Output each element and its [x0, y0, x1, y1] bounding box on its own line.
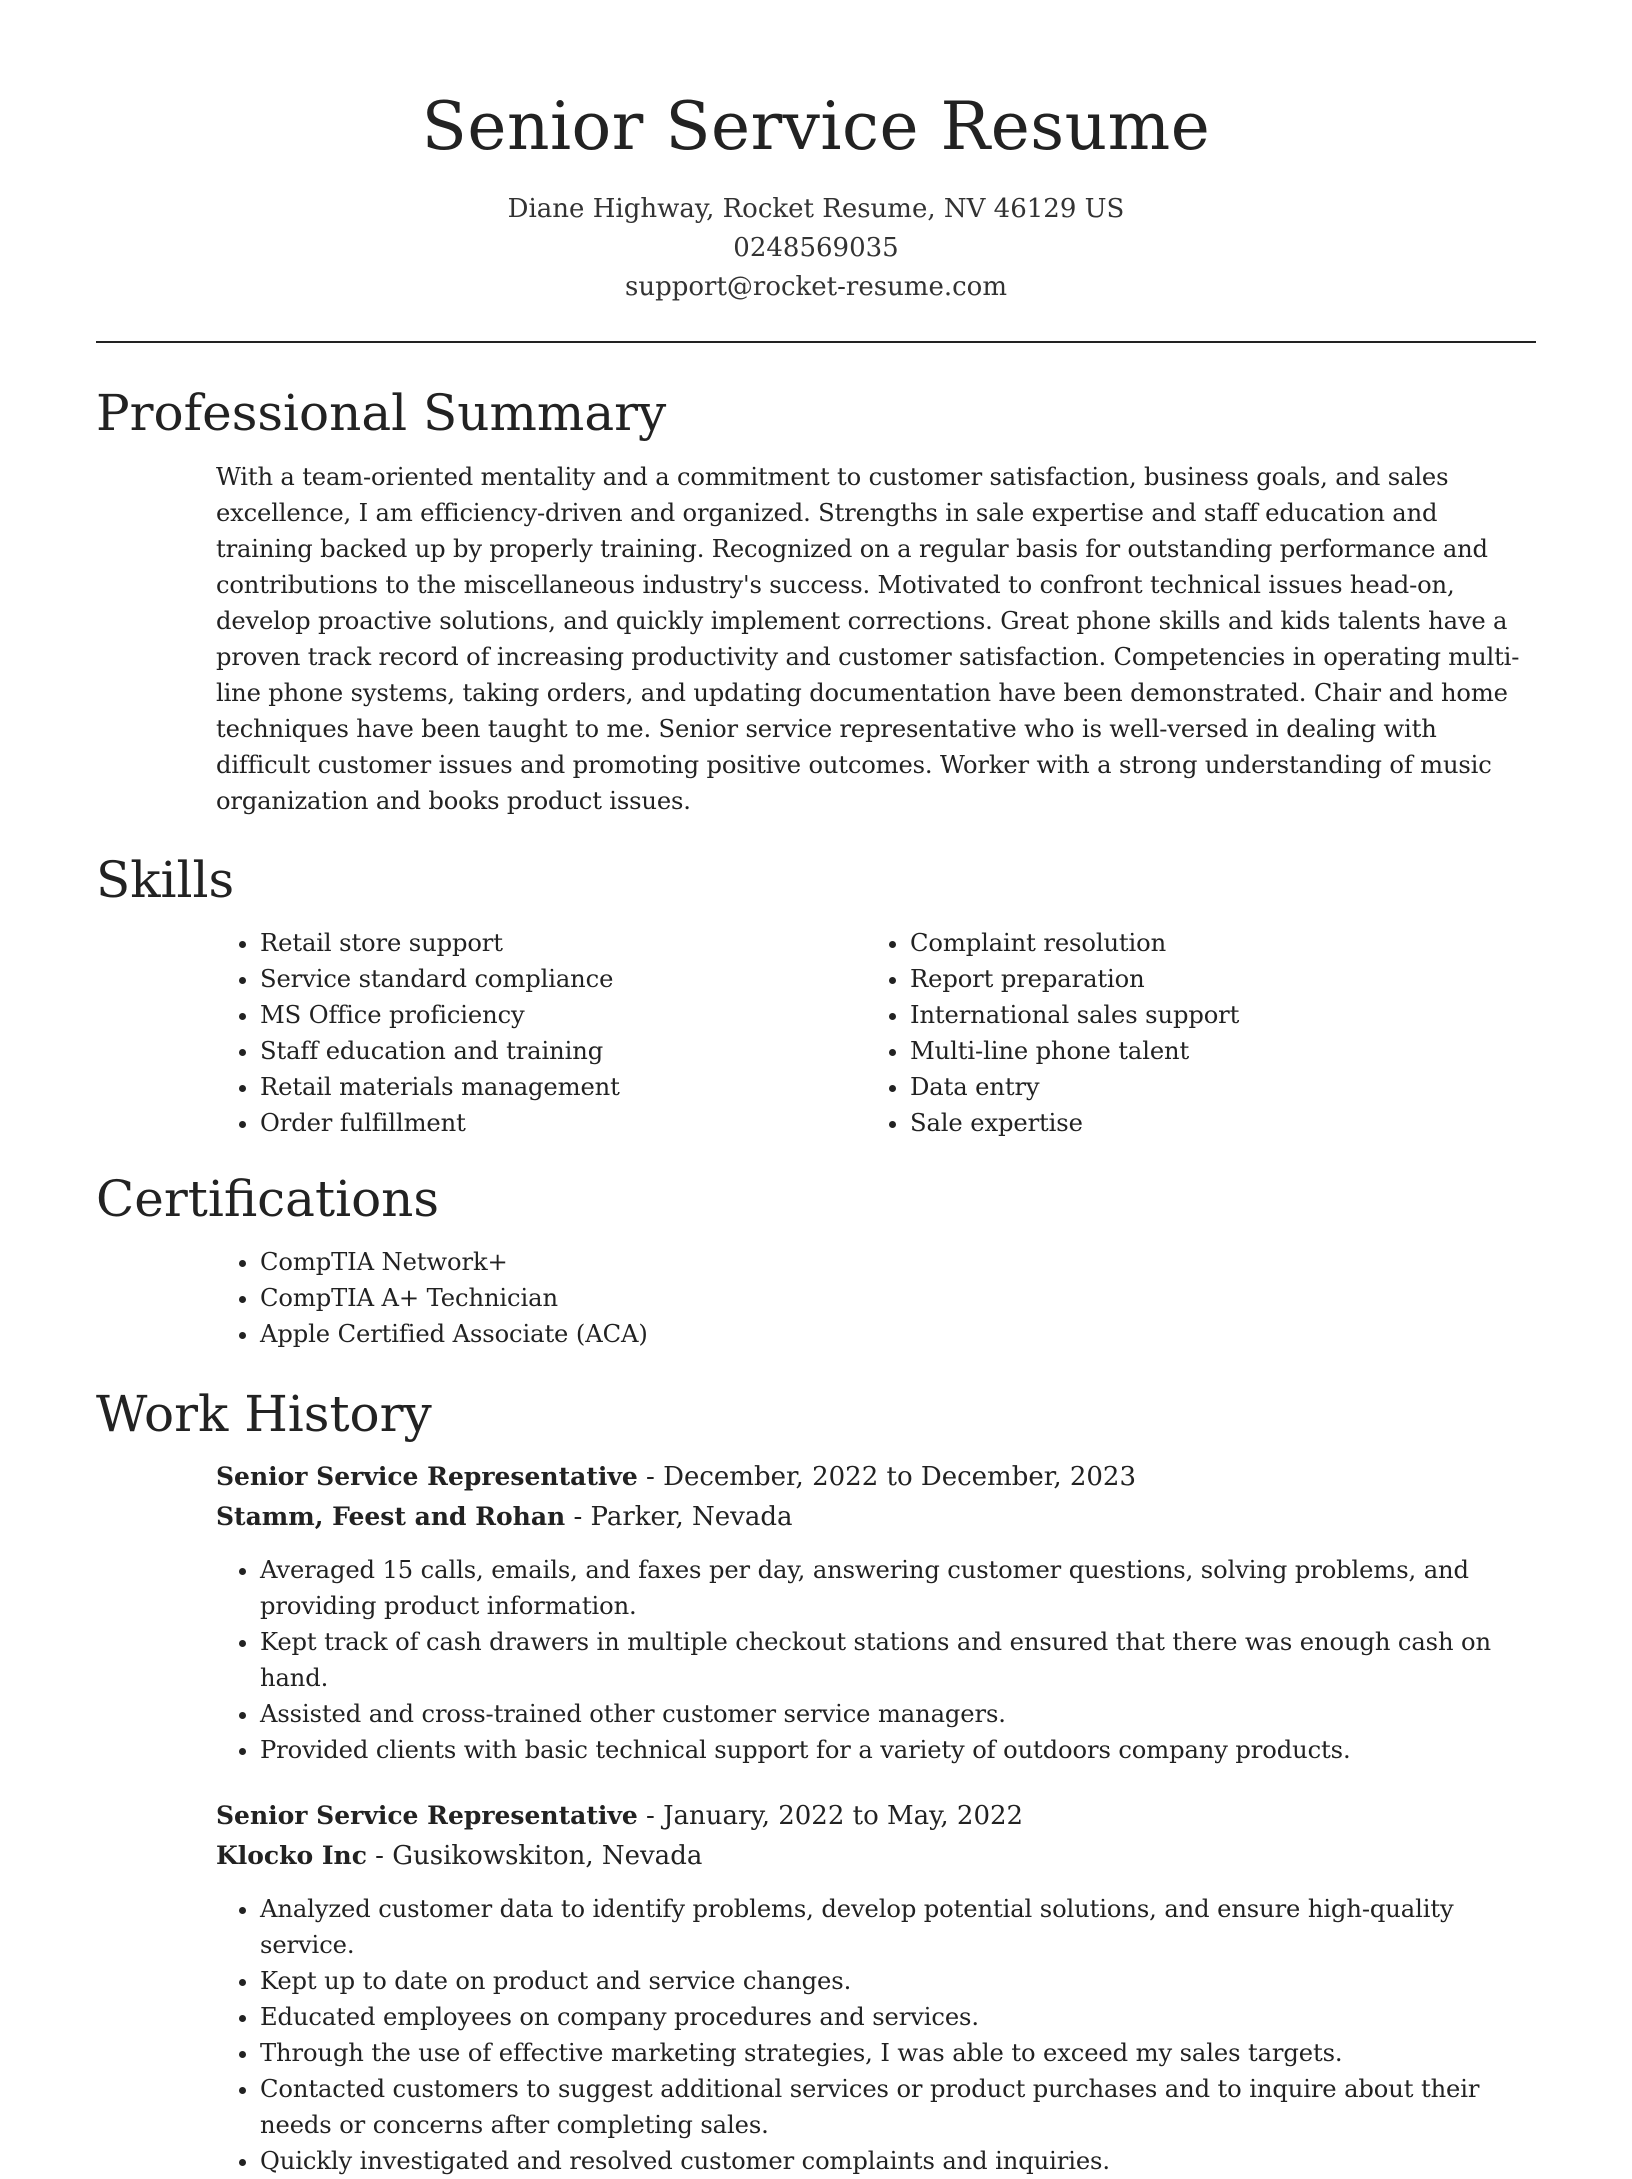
certification-item: • CompTIA Network+ [260, 1244, 1536, 1280]
skill-item: • Multi-line phone talent [910, 1033, 1516, 1069]
job-dates: - December, 2022 to December, 2023 [637, 1462, 1137, 1492]
skill-item: • Order fulfillment [260, 1105, 866, 1141]
skill-item: • Retail materials management [260, 1069, 866, 1105]
summary-heading: Professional Summary [96, 384, 667, 442]
job-company-line [216, 1497, 1536, 1537]
job-bullet: • Educated employees on company procedures and services. [260, 1999, 1536, 2035]
summary-section [96, 382, 1536, 819]
skills-section [96, 849, 1536, 1141]
job-company: Stamm, Feest and Rohan [216, 1502, 566, 1531]
skill-item: • International sales support [910, 997, 1516, 1033]
certifications-heading: Certifications [96, 1170, 440, 1228]
job-bullet: • Contacted customers to suggest additional services or product purchases and to inquire about their needs or concerns after completing sales. [260, 2071, 1536, 2143]
skill-item: • Retail store support [260, 925, 866, 961]
skill-item: • Complaint resolution [910, 925, 1516, 961]
job-company: Klocko Inc [216, 1841, 367, 1870]
contact-phone: 0248569035 [733, 233, 899, 263]
certifications-section [96, 1168, 1536, 1352]
skills-columns [216, 925, 1536, 1141]
skill-item: • MS Office proficiency [260, 997, 866, 1033]
job-entry [216, 1796, 1536, 2179]
skill-item: • Sale expertise [910, 1105, 1516, 1141]
resume-header [0, 0, 1632, 307]
skills-column-left [216, 925, 866, 1141]
skills-list-left [216, 925, 866, 1141]
resume-title: Senior Service Resume [421, 88, 1211, 165]
job-bullet: • Kept up to date on product and service changes. [260, 1963, 1536, 1999]
contact-email: support@rocket-resume.com [624, 272, 1007, 302]
job-title-line [216, 1457, 1536, 1497]
job-company-line [216, 1836, 1536, 1876]
job-title: Senior Service Representative [216, 1462, 638, 1491]
skills-heading: Skills [96, 851, 235, 909]
job-bullet: • Analyzed customer data to identify problems, develop potential solutions, and ensure high-quality service. [260, 1891, 1536, 1963]
certification-item: • CompTIA A+ Technician [260, 1280, 1536, 1316]
summary-text: With a team-oriented mentality and a commitment to customer satisfaction, business goals, and sales excellence, I am efficiency-driven and organized. Strengths in sale expertise and staff education and training backed up by properly training. Recognized on a regular basis for outstanding performance and contributions to the miscellaneous industry's success. Motivated to confront technical issues head-on, develop proactive solutions, and quickly implement corrections. Great phone skills and kids talents have a proven track record of increasing productivity and customer satisfaction. Competencies in operating multi-line phone systems, taking orders, and updating documentation have been demonstrated. Chair and home techniques have been taught to me. Senior service representative who is well-versed in dealing with difficult customer issues and promoting positive outcomes. Worker with a strong understanding of music organization and books product issues. [216, 463, 1520, 815]
skill-item: • Service standard compliance [260, 961, 866, 997]
job-bullet: • Through the use of effective marketing strategies, I was able to exceed my sales targets. [260, 2035, 1536, 2071]
job-title-line [216, 1796, 1536, 1836]
job-location: - Parker, Nevada [565, 1502, 793, 1532]
job-title: Senior Service Representative [216, 1801, 638, 1830]
certifications-list [216, 1244, 1536, 1352]
job-bullets [216, 1891, 1536, 2179]
skill-item: • Report preparation [910, 961, 1516, 997]
certification-item: • Apple Certified Associate (ACA) [260, 1316, 1536, 1352]
job-bullet: • Kept track of cash drawers in multiple checkout stations and ensured that there was enough cash on hand. [260, 1624, 1536, 1696]
contact-address: Diane Highway, Rocket Resume, NV 46129 US [507, 194, 1125, 224]
work-history-section [96, 1383, 1536, 2179]
contact-block [0, 190, 1632, 307]
job-bullet: • Provided clients with basic technical support for a variety of outdoors company products. [260, 1732, 1536, 1768]
skill-item: • Data entry [910, 1069, 1516, 1105]
job-bullet: • Averaged 15 calls, emails, and faxes per day, answering customer questions, solving problems, and providing product information. [260, 1552, 1536, 1624]
job-location: - Gusikowskiton, Nevada [366, 1841, 703, 1871]
header-divider [96, 341, 1536, 343]
job-bullet: • Quickly investigated and resolved customer complaints and inquiries. [260, 2143, 1536, 2179]
work-history-heading: Work History [96, 1385, 432, 1443]
skills-column-right [866, 925, 1516, 1141]
job-entry [216, 1457, 1536, 1768]
job-bullets [216, 1552, 1536, 1768]
job-dates: - January, 2022 to May, 2022 [637, 1801, 1024, 1831]
skills-list-right [866, 925, 1516, 1141]
skill-item: • Staff education and training [260, 1033, 866, 1069]
job-bullet: • Assisted and cross-trained other customer service managers. [260, 1696, 1536, 1732]
